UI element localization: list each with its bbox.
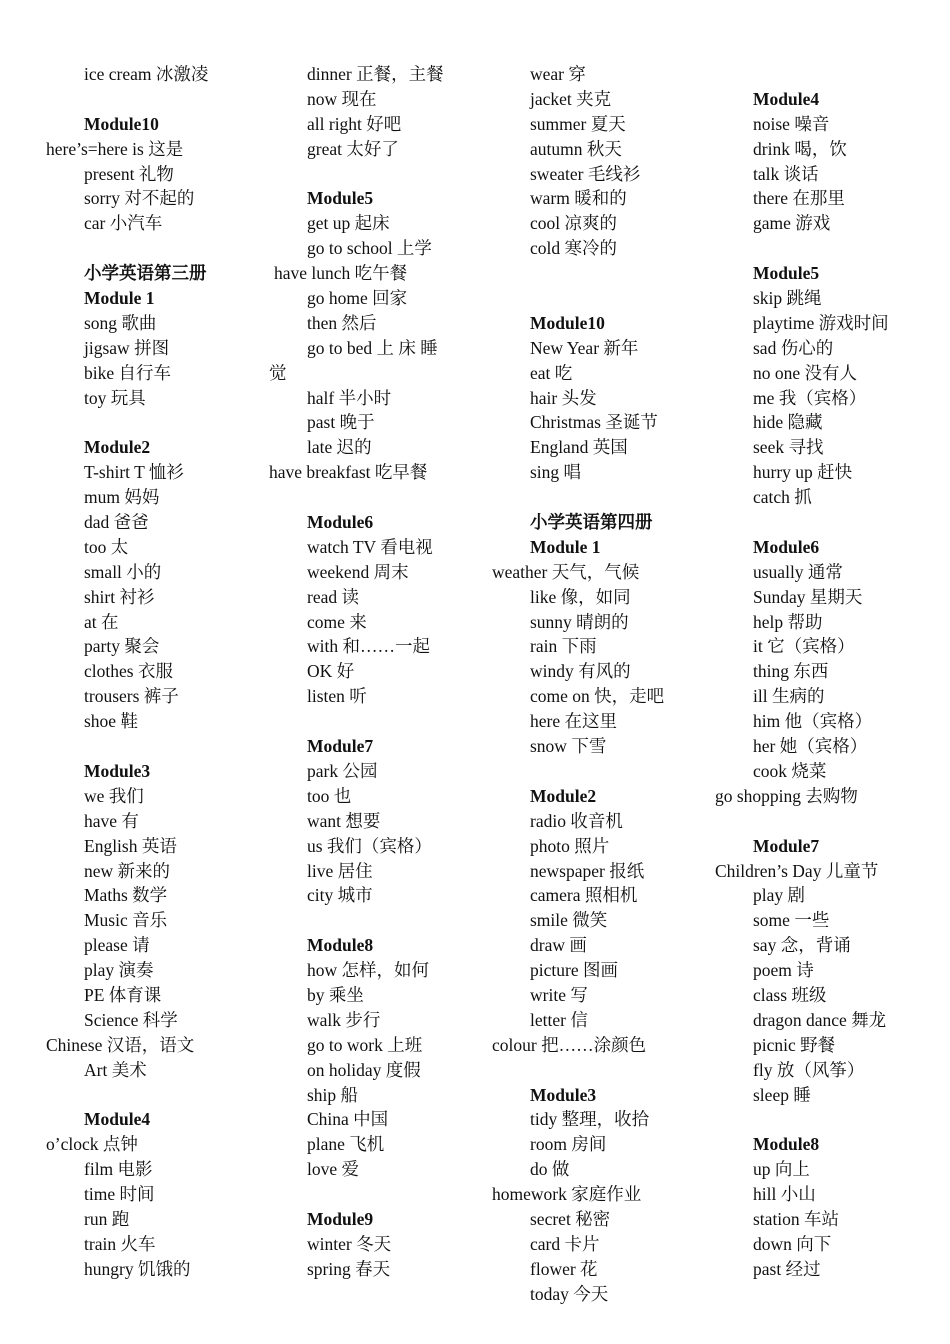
vocab-entry: past 经过 — [753, 1258, 821, 1279]
vocab-entry: there 在那里 — [753, 188, 845, 209]
vocab-entry: Music 音乐 — [84, 910, 168, 931]
vocab-entry: go to school 上学 — [307, 238, 432, 259]
vocab-entry: no one 没有人 — [753, 362, 858, 383]
vocab-entry: today 今天 — [530, 1283, 609, 1304]
vocab-entry: at 在 — [84, 611, 119, 632]
vocab-entry: down 向下 — [753, 1233, 832, 1254]
vocab-entry: catch 抓 — [753, 487, 812, 508]
blank-line — [46, 1083, 268, 1108]
blank-line — [269, 709, 491, 734]
vocab-entry: come 来 — [307, 611, 367, 632]
vocab-column-1 — [46, 62, 268, 1282]
vocab-entry: rain 下雨 — [530, 636, 597, 657]
vocab-entry: 觉 — [269, 362, 287, 383]
vocab-entry: England 英国 — [530, 437, 628, 458]
vocab-column-4 — [715, 62, 937, 1282]
vocab-entry: Christmas 圣诞节 — [530, 412, 658, 433]
module-heading: Module8 — [753, 1134, 820, 1155]
vocab-entry: colour 把……涂颜色 — [492, 1034, 647, 1055]
vocab-entry: how 怎样，如何 — [307, 960, 430, 981]
vocab-entry: newspaper 报纸 — [530, 860, 645, 881]
vocab-entry: play 演奏 — [84, 960, 154, 981]
vocab-entry: drink 喝，饮 — [753, 138, 847, 159]
vocab-entry: Chinese 汉语，语文 — [46, 1034, 195, 1055]
vocab-entry: party 聚会 — [84, 636, 160, 657]
vocab-entry: park 公园 — [307, 760, 378, 781]
blank-line — [269, 908, 491, 933]
blank-line — [492, 485, 714, 510]
vocab-entry: ill 生病的 — [753, 686, 825, 707]
vocab-entry: talk 谈话 — [753, 163, 819, 184]
module-heading: Module2 — [530, 785, 597, 806]
vocab-entry: city 城市 — [307, 885, 373, 906]
vocab-entry: go to work 上班 — [307, 1034, 423, 1055]
vocab-entry: toy 玩具 — [84, 387, 146, 408]
module-heading: Module8 — [307, 935, 374, 956]
vocab-entry: write 写 — [530, 984, 588, 1005]
vocab-entry: bike 自行车 — [84, 362, 172, 383]
vocab-entry: dinner 正餐，主餐 — [307, 64, 444, 84]
vocab-entry: car 小汽车 — [84, 213, 163, 234]
module-heading: Module3 — [530, 1084, 597, 1105]
module-heading: Module9 — [307, 1208, 374, 1229]
blank-line — [492, 1058, 714, 1083]
vocab-entry: some 一些 — [753, 910, 830, 931]
vocab-entry: Art 美术 — [84, 1059, 147, 1080]
vocab-entry: here’s=here is 这是 — [46, 138, 184, 159]
vocab-entry: weekend 周末 — [307, 561, 409, 582]
vocab-entry: me 我（宾格） — [753, 387, 867, 408]
vocab-entry: past 晚于 — [307, 412, 375, 433]
vocab-entry: picnic 野餐 — [753, 1034, 836, 1055]
vocab-entry: T-shirt T 恤衫 — [84, 462, 184, 483]
vocab-entry: poem 诗 — [753, 960, 814, 981]
module-heading: Module7 — [307, 736, 374, 757]
vocab-entry: time 时间 — [84, 1184, 155, 1205]
vocab-entry: sleep 睡 — [753, 1084, 811, 1105]
vocab-entry: go to bed 上 床 睡 — [307, 337, 438, 358]
vocab-entry: weather 天气，气候 — [492, 561, 640, 582]
vocab-entry: skip 跳绳 — [753, 288, 822, 309]
module-heading: Module4 — [84, 1109, 151, 1130]
blank-line — [715, 236, 937, 261]
vocab-entry: present 礼物 — [84, 163, 174, 184]
blank-line — [715, 62, 937, 87]
vocab-entry: run 跑 — [84, 1208, 130, 1229]
vocab-entry: plane 飞机 — [307, 1134, 385, 1155]
vocab-entry: card 卡片 — [530, 1233, 600, 1254]
blank-line — [46, 734, 268, 759]
vocab-entry: then 然后 — [307, 312, 377, 333]
vocab-entry: shirt 衬衫 — [84, 586, 155, 607]
vocab-entry: film 电影 — [84, 1159, 153, 1180]
blank-line — [492, 261, 714, 286]
vocab-entry: all right 好吧 — [307, 113, 402, 134]
vocab-entry: ice cream 冰激凌 — [84, 64, 209, 84]
vocab-entry: it 它（宾格） — [753, 636, 855, 657]
vocab-entry: half 半小时 — [307, 387, 392, 408]
vocab-entry: dad 爸爸 — [84, 512, 149, 533]
vocab-entry: train 火车 — [84, 1233, 156, 1254]
vocab-entry: Children’s Day 儿童节 — [715, 860, 879, 881]
vocab-entry: game 游戏 — [753, 213, 831, 234]
vocab-entry: Maths 数学 — [84, 885, 168, 906]
vocab-entry: listen 听 — [307, 686, 367, 707]
vocab-entry: OK 好 — [307, 661, 355, 682]
module-heading: 小学英语第四册 — [530, 512, 653, 533]
module-heading: Module10 — [530, 312, 605, 333]
vocab-entry: love 爱 — [307, 1159, 360, 1180]
vocab-entry: like 像，如同 — [530, 586, 631, 607]
vocab-entry: sing 唱 — [530, 462, 582, 483]
vocab-entry: play 剧 — [753, 885, 806, 906]
vocab-entry: smile 微笑 — [530, 910, 608, 931]
vocab-entry: secret 秘密 — [530, 1208, 611, 1229]
module-heading: Module10 — [84, 113, 159, 134]
vocab-entry: noise 噪音 — [753, 113, 830, 134]
vocab-entry: have 有 — [84, 810, 139, 831]
vocab-entry: please 请 — [84, 935, 150, 956]
blank-line — [46, 236, 268, 261]
blank-line — [715, 809, 937, 834]
vocab-entry: o’clock 点钟 — [46, 1134, 138, 1155]
vocab-entry: winter 冬天 — [307, 1233, 392, 1254]
vocab-entry: windy 有风的 — [530, 661, 631, 682]
vocab-entry: photo 照片 — [530, 835, 610, 856]
vocab-entry: we 我们 — [84, 785, 144, 806]
vocab-entry: fly 放（风筝） — [753, 1059, 865, 1080]
vocab-entry: her 她（宾格） — [753, 736, 868, 757]
vocab-entry: snow 下雪 — [530, 736, 607, 757]
vocab-entry: shoe 鞋 — [84, 711, 138, 732]
module-heading: Module6 — [753, 536, 820, 557]
vocab-entry: do 做 — [530, 1159, 570, 1180]
module-heading: Module6 — [307, 512, 374, 533]
vocab-entry: thing 东西 — [753, 661, 829, 682]
vocab-entry: draw 画 — [530, 935, 587, 956]
vocab-entry: us 我们（宾格） — [307, 835, 432, 856]
vocab-entry: Science 科学 — [84, 1009, 178, 1030]
vocab-entry: want 想要 — [307, 810, 381, 831]
vocab-entry: sweater 毛线衫 — [530, 163, 641, 184]
module-heading: Module5 — [307, 188, 374, 209]
vocab-entry: have lunch 吃午餐 — [274, 263, 408, 284]
vocab-entry: New Year 新年 — [530, 337, 639, 358]
vocab-entry: cold 寒冷的 — [530, 238, 618, 259]
vocab-entry: too 太 — [84, 536, 129, 557]
vocab-entry: up 向上 — [753, 1159, 810, 1180]
vocab-entry: late 迟的 — [307, 437, 372, 458]
vocab-entry: radio 收音机 — [530, 810, 623, 831]
vocab-entry: ship 船 — [307, 1084, 359, 1105]
vocab-entry: hide 隐藏 — [753, 412, 823, 433]
vocab-entry: live 居住 — [307, 860, 373, 881]
vocab-entry: trousers 裤子 — [84, 686, 179, 707]
vocab-entry: warm 暖和的 — [530, 188, 627, 209]
vocab-entry: now 现在 — [307, 88, 377, 109]
vocab-entry: sunny 晴朗的 — [530, 611, 629, 632]
blank-line — [269, 485, 491, 510]
vocab-entry: class 班级 — [753, 984, 827, 1005]
vocab-entry: letter 信 — [530, 1009, 588, 1030]
vocab-entry: watch TV 看电视 — [307, 536, 433, 557]
vocab-entry: summer 夏天 — [530, 113, 626, 134]
vocab-entry: homework 家庭作业 — [492, 1184, 642, 1205]
vocab-entry: flower 花 — [530, 1258, 598, 1279]
vocab-entry: come on 快，走吧 — [530, 686, 665, 707]
vocab-column-3 — [492, 62, 714, 1307]
vocab-entry: too 也 — [307, 785, 352, 806]
vocab-entry: get up 起床 — [307, 213, 390, 234]
vocab-entry: great 太好了 — [307, 138, 399, 159]
blank-line — [269, 162, 491, 187]
vocab-entry: clothes 衣服 — [84, 661, 173, 682]
blank-line — [492, 759, 714, 784]
vocab-entry: say 念，背诵 — [753, 935, 851, 956]
vocab-entry: by 乘坐 — [307, 984, 364, 1005]
vocab-column-2 — [269, 62, 491, 1282]
vocab-entry: help 帮助 — [753, 611, 823, 632]
vocab-entry: picture 图画 — [530, 960, 618, 981]
vocab-entry: sad 伤心的 — [753, 337, 834, 358]
vocab-entry: jigsaw 拼图 — [84, 337, 170, 358]
vocab-entry: camera 照相机 — [530, 885, 638, 906]
module-heading: Module4 — [753, 88, 820, 109]
vocab-entry: go home 回家 — [307, 288, 408, 309]
vocab-entry: room 房间 — [530, 1134, 607, 1155]
vocab-entry: here 在这里 — [530, 711, 617, 732]
module-heading: 小学英语第三册 — [84, 263, 207, 284]
vocab-entry: have breakfast 吃早餐 — [269, 462, 428, 483]
blank-line — [46, 410, 268, 435]
vocab-entry: mum 妈妈 — [84, 487, 160, 508]
vocab-entry: playtime 游戏时间 — [753, 312, 889, 333]
vocab-entry: China 中国 — [307, 1109, 389, 1130]
module-heading: Module3 — [84, 760, 151, 781]
vocab-entry: jacket 夹克 — [530, 88, 612, 109]
vocab-entry: autumn 秋天 — [530, 138, 622, 159]
module-heading: Module 1 — [84, 288, 155, 309]
blank-line — [492, 286, 714, 311]
vocab-entry: usually 通常 — [753, 561, 843, 582]
vocab-entry: on holiday 度假 — [307, 1059, 421, 1080]
blank-line — [715, 1107, 937, 1132]
vocab-entry: song 歌曲 — [84, 312, 157, 333]
vocab-entry: PE 体育课 — [84, 984, 162, 1005]
vocab-entry: Sunday 星期天 — [753, 586, 863, 607]
vocab-entry: station 车站 — [753, 1208, 840, 1229]
vocab-entry: read 读 — [307, 586, 359, 607]
vocab-entry: dragon dance 舞龙 — [753, 1009, 887, 1030]
blank-line — [269, 1182, 491, 1207]
vocab-entry: walk 步行 — [307, 1009, 381, 1030]
blank-line — [46, 87, 268, 112]
vocab-entry: English 英语 — [84, 835, 177, 856]
vocab-entry: seek 寻找 — [753, 437, 824, 458]
vocab-entry: go shopping 去购物 — [715, 785, 858, 806]
blank-line — [715, 510, 937, 535]
module-heading: Module2 — [84, 437, 151, 458]
vocab-entry: him 他（宾格） — [753, 711, 873, 732]
vocab-entry: with 和……一起 — [307, 636, 430, 657]
vocab-entry: cool 凉爽的 — [530, 213, 618, 234]
vocab-entry: cook 烧菜 — [753, 760, 827, 781]
vocab-entry: wear 穿 — [530, 64, 586, 84]
vocab-entry: tidy 整理，收拾 — [530, 1109, 650, 1130]
module-heading: Module7 — [753, 835, 820, 856]
vocab-entry: small 小的 — [84, 561, 162, 582]
vocab-entry: hair 头发 — [530, 387, 597, 408]
vocab-entry: eat 吃 — [530, 362, 573, 383]
vocab-entry: hungry 饥饿的 — [84, 1258, 191, 1279]
vocab-entry: spring 春天 — [307, 1258, 391, 1279]
vocab-entry: hurry up 赶快 — [753, 462, 853, 483]
vocab-entry: hill 小山 — [753, 1184, 816, 1205]
vocab-entry: new 新来的 — [84, 860, 171, 881]
module-heading: Module 1 — [530, 536, 601, 557]
vocab-entry: sorry 对不起的 — [84, 188, 195, 209]
module-heading: Module5 — [753, 263, 820, 284]
